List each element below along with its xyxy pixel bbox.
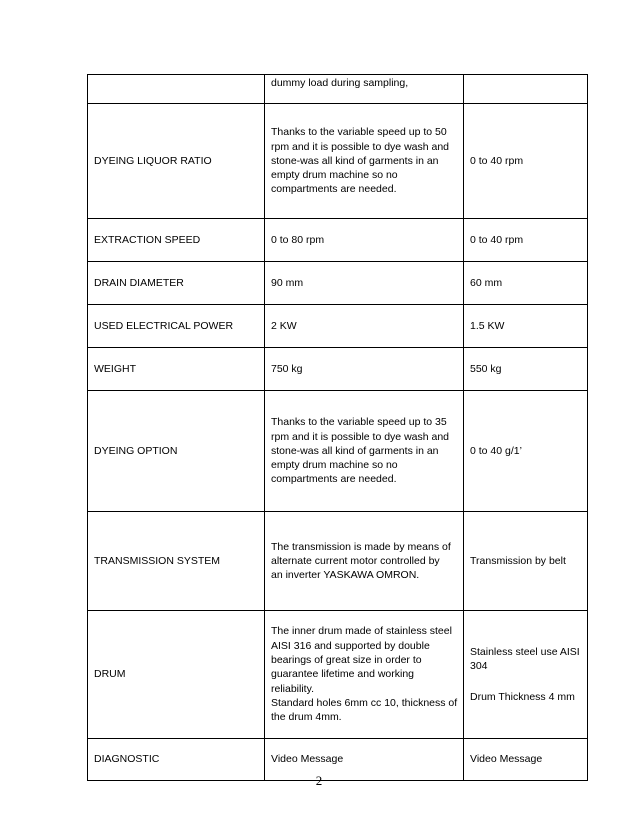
table-row-weight bbox=[88, 348, 588, 391]
model-b-value-cell bbox=[464, 75, 588, 104]
cell-text-line: 0 to 80 rpm bbox=[271, 233, 325, 246]
cell-text-line: dummy load during sampling, bbox=[271, 77, 409, 89]
parameter-cell bbox=[88, 348, 265, 391]
parameter-label: DRUM bbox=[94, 668, 126, 681]
cell-text-line: compartments are needed. bbox=[271, 183, 397, 196]
cell-text-line: 1.5 KW bbox=[470, 319, 505, 332]
model-b-value-cell bbox=[464, 262, 588, 305]
cell-text-line: 304 bbox=[470, 660, 488, 673]
model-a-value-cell bbox=[265, 305, 464, 348]
model-b-value-cell bbox=[464, 104, 588, 219]
cell-text-line: rpm and it is possible to dye wash and bbox=[271, 140, 450, 153]
model-a-value-cell bbox=[265, 219, 464, 262]
table-row-extraction-speed bbox=[88, 219, 588, 262]
cell-text-line: 90 mm bbox=[271, 276, 304, 289]
parameter-label: DYEING OPTION bbox=[94, 444, 178, 457]
cell-text-line: Transmission by belt bbox=[470, 554, 566, 567]
cell-text-line: The inner drum made of stainless steel bbox=[271, 625, 452, 638]
parameter-label: USED ELECTRICAL POWER bbox=[94, 319, 234, 332]
model-b-value-cell bbox=[464, 348, 588, 391]
parameter-cell bbox=[88, 75, 265, 104]
parameter-cell bbox=[88, 305, 265, 348]
parameter-cell bbox=[88, 104, 265, 219]
model-b-value-cell bbox=[464, 512, 588, 611]
cell-text-line: Thanks to the variable speed up to 35 bbox=[271, 416, 447, 429]
table-row-continued bbox=[88, 75, 588, 104]
cell-text-line: Video Message bbox=[271, 753, 344, 766]
cell-text-line: The transmission is made by means of bbox=[271, 540, 451, 553]
cell-text-line: Thanks to the variable speed up to 50 bbox=[271, 126, 447, 139]
parameter-label: EXTRACTION SPEED bbox=[94, 233, 201, 246]
model-a-value-cell bbox=[265, 75, 464, 104]
cell-text-line: Drum Thickness 4 mm bbox=[470, 690, 575, 703]
table-row-transmission-system bbox=[88, 512, 588, 611]
model-b-value-cell bbox=[464, 391, 588, 512]
model-a-value-cell bbox=[265, 262, 464, 305]
specification-table bbox=[87, 74, 588, 781]
cell-text-line: bearings of great size in order to bbox=[271, 654, 422, 667]
cell-text-line: 0 to 40 rpm bbox=[470, 233, 524, 246]
table-row-dyeing-liquor-ratio bbox=[88, 104, 588, 219]
cell-text-line: compartments are needed. bbox=[271, 473, 397, 486]
cell-text-line: 0 to 40 g/1’ bbox=[470, 444, 522, 457]
model-a-value-cell bbox=[265, 104, 464, 219]
cell-text-line: 60 mm bbox=[470, 276, 503, 289]
cell-text-line: Standard holes 6mm cc 10, thickness of bbox=[271, 696, 458, 709]
cell-text-line: 750 kg bbox=[271, 362, 303, 375]
cell-text-line: the drum 4mm. bbox=[271, 711, 342, 724]
cell-text-line: stone-was all kind of garments in an bbox=[271, 444, 439, 457]
parameter-label: DRAIN DIAMETER bbox=[94, 276, 184, 289]
cell-text-line: empty drum machine so no bbox=[271, 459, 398, 472]
model-b-value-cell bbox=[464, 219, 588, 262]
parameter-label: DYEING LIQUOR RATIO bbox=[94, 154, 212, 167]
model-a-value-cell bbox=[265, 348, 464, 391]
model-a-value-cell bbox=[265, 611, 464, 739]
model-b-value-cell bbox=[464, 611, 588, 739]
cell-text-line: 2 KW bbox=[271, 319, 297, 332]
parameter-cell bbox=[88, 219, 265, 262]
cell-text-line: empty drum machine so no bbox=[271, 169, 398, 182]
table-row-used-electrical-power bbox=[88, 305, 588, 348]
cell-text-line: stone-was all kind of garments in an bbox=[271, 154, 439, 167]
cell-text-line: Video Message bbox=[470, 753, 543, 766]
model-a-value-cell bbox=[265, 391, 464, 512]
specification-table-body bbox=[88, 75, 588, 781]
cell-text-line: AISI 316 and supported by double bbox=[271, 639, 430, 652]
parameter-cell bbox=[88, 262, 265, 305]
cell-text-line: 0 to 40 rpm bbox=[470, 154, 524, 167]
parameter-cell bbox=[88, 391, 265, 512]
table-row-dyeing-option bbox=[88, 391, 588, 512]
page-number: 2 bbox=[315, 773, 323, 788]
model-a-value-cell bbox=[265, 512, 464, 611]
model-b-value-cell bbox=[464, 305, 588, 348]
cell-text-line: alternate current motor controlled by bbox=[271, 554, 440, 567]
parameter-cell bbox=[88, 512, 265, 611]
parameter-label: TRANSMISSION SYSTEM bbox=[94, 554, 221, 567]
cell-text-line: an inverter YASKAWA OMRON. bbox=[271, 569, 420, 582]
table-row-drum bbox=[88, 611, 588, 739]
line-gap bbox=[470, 674, 581, 690]
parameter-label: WEIGHT bbox=[94, 362, 136, 375]
cell-text-line: 550 kg bbox=[470, 362, 502, 375]
table-row-drain-diameter bbox=[88, 262, 588, 305]
parameter-label: DIAGNOSTIC bbox=[94, 753, 160, 766]
cell-text-line: Stainless steel use AISI bbox=[470, 646, 580, 659]
cell-text-line: rpm and it is possible to dye wash and bbox=[271, 430, 450, 443]
cell-text-line: guarantee lifetime and working bbox=[271, 668, 415, 681]
cell-text-line: reliability. bbox=[271, 682, 314, 695]
parameter-cell bbox=[88, 611, 265, 739]
